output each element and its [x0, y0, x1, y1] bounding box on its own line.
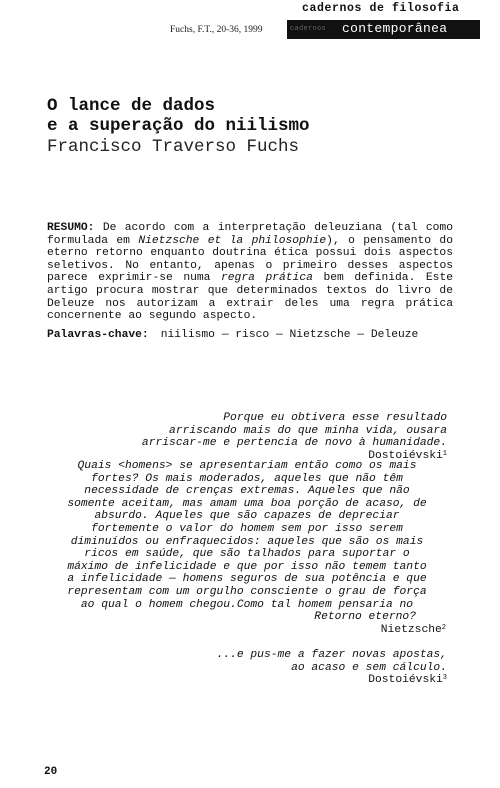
abstract-emphasis: regra prática [221, 272, 313, 285]
keywords-list: niilismo — risco — Nietzsche — Deleuze [160, 329, 419, 341]
epigraph-2-line: Quais <homens> se apresentariam então como os mais [77, 460, 417, 472]
article-title [47, 96, 310, 136]
abstract-seg-3: ), o pensamento do eterno retorno enquanto doutrina ética possui dois aspectos seletivos. No entanto, apenas o primeiro desses aspectos parece exprimir-se numa [47, 234, 453, 285]
footnote-marker: 2 [441, 623, 446, 632]
abstract-seg-5: bem definida. Este artigo procura mostrar que determinados textos do livro de Deleuze nos autorizam a extrair deles uma regra prática concernente ao segundo aspecto. [47, 272, 454, 323]
title-line-2: e a superação do niilismo [47, 116, 310, 136]
journal-series-title: cadernos de filosofia [302, 2, 460, 15]
epigraph-2-line: fortes? Os mais moderados, aqueles que não têm [91, 472, 403, 485]
footnote-marker: 3 [442, 674, 447, 683]
attribution-name: Dostoiévski [368, 674, 443, 687]
epigraph-2-line: diminuídos ou enfraquecidos: aqueles que são os mais [70, 535, 424, 548]
attribution-name: Dostoiévski [368, 449, 443, 462]
title-line-1: O lance de dados [47, 96, 216, 116]
attribution-name: Nietzsche [380, 623, 442, 636]
banner-left-text: cadernos [290, 25, 327, 33]
abstract-label: RESUMO: [47, 222, 95, 234]
epigraph-2 [44, 460, 450, 636]
abstract-book-title: Nietzsche et la philosophie [138, 234, 327, 247]
epigraph-2-line: necessidade de crenças extremas. Aqueles que não [84, 485, 410, 498]
footnote-marker: 1 [442, 449, 447, 458]
epigraph-3-line: ...e pus-me a fazer novas apostas, [216, 649, 447, 661]
epigraph-2-line: a infelicidade — homens seguros de sua potência e que [67, 573, 427, 586]
epigraph-2-line: representam com um orgulho consciente o grau de força [67, 585, 427, 598]
abstract [47, 222, 453, 323]
citation-line: Fuchs, F.T., 20-36, 1999 [170, 25, 263, 35]
epigraph-3-line: ao acaso e sem cálculo. [291, 661, 447, 674]
page-number: 20 [44, 766, 58, 778]
keywords-label: Palavras-chave: [47, 329, 149, 341]
abstract-seg-1: De acordo com a interpretação deleuziana (tal como formulada em [47, 222, 453, 247]
epigraph-1-line: arriscando mais do que minha vida, ousara [169, 424, 447, 437]
epigraph-2-line: absurdo. Aqueles que são capazes de depreciar [94, 510, 400, 523]
epigraph-2-line: ricos em saúde, que são talhados para suportar o [84, 548, 410, 561]
keywords-row [47, 329, 453, 342]
epigraph-1-line: Porque eu obtivera esse resultado [223, 412, 447, 424]
epigraph-3 [217, 649, 448, 687]
author-name: Francisco Traverso Fuchs [47, 137, 300, 157]
epigraph-2-line: Retorno eterno? [314, 611, 416, 624]
epigraph-2-line: fortemente o valor do homem sem por isso serem [91, 522, 403, 535]
epigraph-1-line: arriscar-me e pertencia de novo à humanidade. [141, 437, 447, 450]
epigraph-2-line: máximo de infelicidade e que por isso não temem tanto [67, 560, 427, 573]
epigraph-3-attribution [217, 674, 448, 687]
epigraph-1 [142, 412, 447, 462]
epigraph-2-attribution [44, 624, 450, 637]
epigraph-2-line: somente aceitam, mas amam uma boa porção de acaso, de [67, 497, 427, 510]
journal-banner [287, 20, 480, 39]
banner-right-text: contemporânea [342, 21, 448, 36]
epigraph-2-line: ao qual o homem chegou.Como tal homem pensaria no [80, 598, 414, 611]
